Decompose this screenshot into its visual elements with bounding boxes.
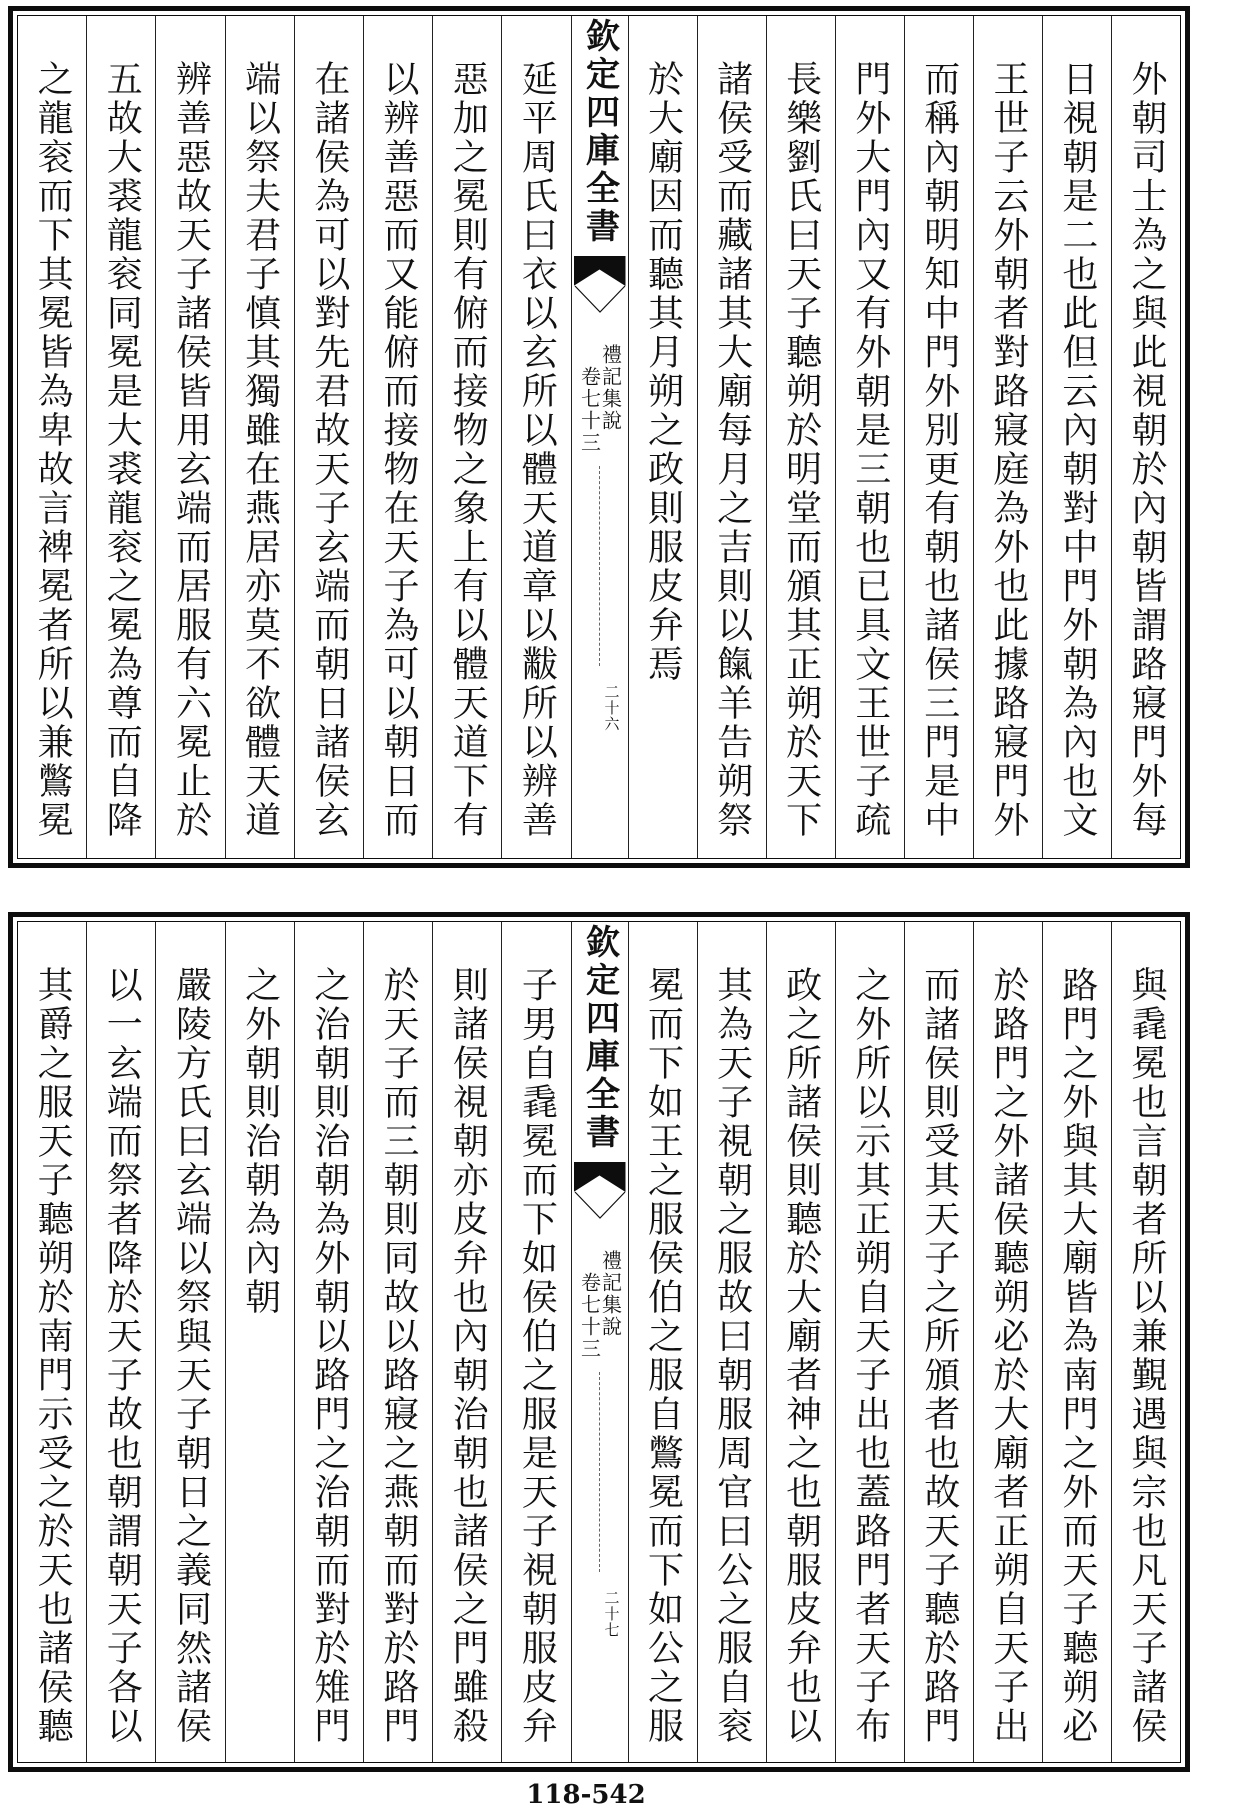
folio-number: 二十六 [602,684,621,732]
text-column [155,16,224,858]
folio-number: 二十七 [602,1590,621,1638]
fishtail-outline [572,284,628,318]
column-text: 外朝司士為之與此視朝於內朝皆謂路寢門外每 [1125,60,1167,840]
text-column [294,922,363,1762]
book-name: 禮記集說 [598,1250,623,1338]
column-text: 政之所諸侯則聽於大廟者神之也朝服皮弁也以 [780,966,822,1746]
column-text: 以一玄端而祭者降於天子故也朝謂朝天子各以 [101,966,143,1746]
text-column [766,16,835,858]
column-text: 之治朝則治朝為外朝以路門之治朝而對於雉門 [308,966,350,1746]
text-column [86,922,155,1762]
column-text: 惡加之冕則有俯而接物之象上有以體天道下有 [447,60,489,840]
column-text: 延平周氏曰衣以玄所以體天道章以黻所以辨善 [516,60,558,840]
text-column [904,16,973,858]
column-text: 之龍衮而下其冕皆為卑故言裨冕者所以兼鷩冕 [32,60,74,840]
text-column [697,16,766,858]
text-frame [17,15,1181,859]
text-column [18,922,86,1762]
text-column [363,922,432,1762]
column-text: 而稱內朝明知中門外別更有朝也諸侯三門是中 [918,60,960,840]
column-text: 以辨善惡而又能俯而接物在天子為可以朝日而 [378,60,420,840]
column-text: 辨善惡故天子諸侯皆用玄端而居服有六冕止於 [170,60,212,840]
volume-label: 卷七十三 [577,366,602,454]
text-column [628,922,697,1762]
fishtail-outline [572,1190,628,1224]
column-text: 於大廟因而聽其月朔之政則服皮弁焉 [642,60,684,684]
page-half-top [8,6,1190,868]
text-column [835,16,904,858]
right-text-block [628,922,1181,1762]
text-column [1042,16,1111,858]
right-text-block [628,16,1181,858]
left-text-block [18,922,571,1762]
column-text: 長樂劉氏曰天子聽朔於明堂而頒其正朔於天下 [780,60,822,840]
column-text: 門外大門內又有外朝是三朝也已具文王世子疏 [849,60,891,840]
text-column [1042,922,1111,1762]
text-column [432,16,501,858]
center-rule [599,466,600,666]
center-column [571,922,628,1762]
column-text: 其爵之服天子聽朔於南門示受之於天也諸侯聽 [32,966,74,1746]
text-column [904,922,973,1762]
column-text: 與毳冕也言朝者所以兼覲遇與宗也凡天子諸侯 [1125,966,1167,1746]
text-column [1111,922,1180,1762]
text-column [432,922,501,1762]
column-text: 端以祭夫君子慎其獨雖在燕居亦莫不欲體天道 [239,60,281,840]
text-column [973,16,1042,858]
text-column [697,922,766,1762]
text-column [155,922,224,1762]
column-text: 王世子云外朝者對路寢庭為外也此據路寢門外 [987,60,1029,840]
column-text: 在諸侯為可以對先君故天子玄端而朝日諸侯玄 [308,60,350,840]
column-text: 其為天子視朝之服故曰朝服周官曰公之服自衮 [711,966,753,1746]
book-name: 禮記集說 [598,344,623,432]
text-column [835,922,904,1762]
column-text: 諸侯受而藏諸其大廟每月之吉則以餼羊告朔祭 [711,60,753,840]
column-text: 於天子而三朝則同故以路寢之燕朝而對於路門 [378,966,420,1746]
column-text: 五故大裘龍衮同冕是大裘龍衮之冕為尊而自降 [101,60,143,840]
text-column [18,16,86,858]
text-column [501,16,570,858]
fishtail-mark [574,1162,626,1192]
text-column [973,922,1042,1762]
collection-title: 欽定四庫全書 [579,18,620,246]
column-text: 而諸侯則受其天子之所頒者也故天子聽於路門 [918,966,960,1746]
text-column [294,16,363,858]
text-column [225,16,294,858]
column-text: 之外所以示其正朔自天子出也蓋路門者天子布 [849,966,891,1746]
text-column [225,922,294,1762]
page-number: 118-542 [526,1780,646,1810]
text-column [86,16,155,858]
column-text: 路門之外與其大廟皆為南門之外而天子聽朔必 [1056,966,1098,1746]
column-text: 之外朝則治朝為內朝 [239,966,281,1317]
column-text: 日視朝是二也此但云內朝對中門外朝為內也文 [1056,60,1098,840]
center-rule [599,1372,600,1572]
text-column [1111,16,1180,858]
column-text: 嚴陵方氏曰玄端以祭與天子朝日之義同然諸侯 [170,966,212,1746]
volume-label: 卷七十三 [577,1272,602,1360]
column-text: 子男自毳冕而下如侯伯之服是天子視朝服皮弁 [516,966,558,1746]
center-column [571,16,628,858]
column-text: 則諸侯視朝亦皮弁也內朝治朝也諸侯之門雖殺 [447,966,489,1746]
column-text: 於路門之外諸侯聽朔必於大廟者正朔自天子出 [987,966,1029,1746]
left-text-block [18,16,571,858]
text-column [501,922,570,1762]
text-column [363,16,432,858]
fishtail-mark [574,256,626,286]
text-column [628,16,697,858]
collection-title: 欽定四庫全書 [579,924,620,1152]
text-frame [17,921,1181,1763]
page-half-bottom [8,912,1190,1772]
text-column [766,922,835,1762]
column-text: 冕而下如王之服侯伯之服自鷩冕而下如公之服 [642,966,684,1746]
